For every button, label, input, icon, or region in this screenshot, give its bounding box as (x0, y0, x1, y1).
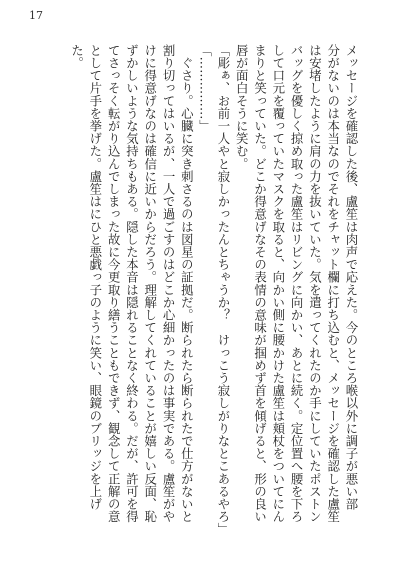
page-number: 17 (29, 9, 43, 22)
text-line: た。 (69, 44, 85, 70)
text-line: として片手を挙げた。盧笙はにひと悪戯っ子のように笑い、眼鏡のブリッジを上げ (87, 44, 103, 511)
text-line: 唇が面白そうに笑む。 (234, 44, 250, 170)
dialogue-line: 「……………」 (197, 44, 213, 133)
text-line: ずかしいような気持ちもある。隠した本音は隠れることなく終わる。だが、許可を得 (124, 44, 140, 523)
text-line: バッグを優しく掠め取った盧笙はリビングに向かい、あとに続く。定位置へ腰を下ろ (289, 44, 305, 523)
text-line: 分がないのは本当なのでそれをチャット欄に打ち込むと、メッセージを確認した盧笙 (325, 44, 341, 523)
text-line: 割り切ってはいるが、一人で過ごすのはどこか心細かったのは事実である。盧笙がや (161, 44, 177, 523)
text-line: は安堵したように肩の力を抜いていた。気を遣ってくれたのか手にしていたポストン (307, 44, 323, 523)
text-line: まりと笑っていた。どこか得意げなその表情の意味が掴めず首を傾げると、形の良い (252, 44, 268, 523)
novel-text-block (67, 44, 360, 536)
text-line: して口元を覆っていたマスクを取ると、向かい側に腰かけた盧笙は頬杖をついてにん (270, 44, 286, 523)
text-line: てさっそく転がり込んでしまった故に今更取り繕うこともできず、観念して正解の意 (106, 44, 122, 523)
text-line: メッセージを確認した後、盧笙は肉声で応えた。今のところ喉以外に調子が悪い部 (344, 44, 359, 511)
text-line: ぐさり。心臓に突き刺さるのは図星の証拠だ。断られたら断られたで仕方がないと (179, 44, 195, 523)
text-line: けに得意げなのは確信に近いからだろう。理解してくれていることが嬉しい反面、恥 (142, 44, 158, 523)
dialogue-line: 「彫ぁ、お前一人やと寂しかったんとちゃうか？ けっこう寂しがりなとこあるやろ」 (215, 44, 231, 536)
